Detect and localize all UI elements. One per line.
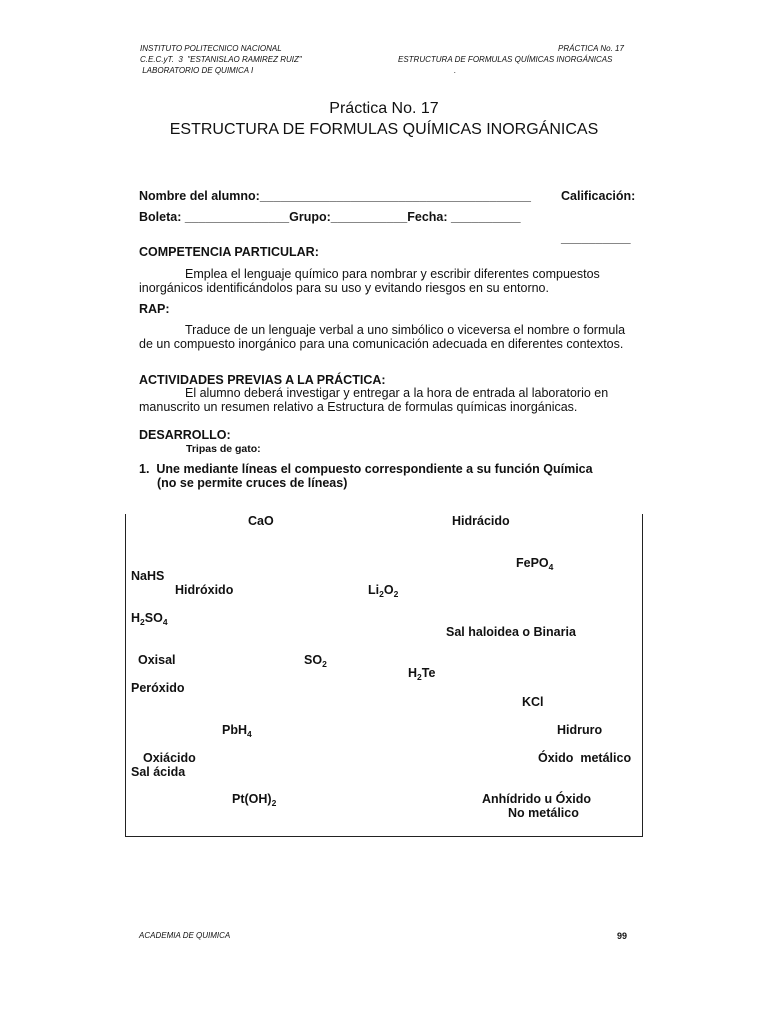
item-so2[interactable]: $SO_2$ [304, 653, 327, 669]
tripas-label: Tripas de gato: [186, 443, 261, 455]
header-line-2: C.E.C.yT. 3 "ESTANISLAO RAMIREZ RUIZ" [140, 55, 302, 64]
item-oxisal[interactable]: Oxisal [138, 653, 176, 667]
competencia-text: Emplea el lenguaje químico para nombrar y escribir diferentes compuestos inorgánicos identificándolos para su uso y evitando riesgos en su entorno. [139, 267, 600, 295]
item-sal-acida[interactable]: Sal ácida [131, 765, 186, 779]
desarrollo-heading: DESARROLLO: [139, 428, 231, 442]
actividades-heading: ACTIVIDADES PREVIAS A LA PRÁCTICA: [139, 373, 386, 387]
page-number: 99 [617, 931, 628, 941]
item-fepo4[interactable]: FePO$_4$ [516, 556, 554, 572]
matching-box [125, 514, 643, 837]
student-name-field: Nombre del alumno:_______________________________________ [139, 189, 531, 203]
item-h2te[interactable]: $H_2Te$ [408, 666, 436, 682]
header-practice-title: ESTRUCTURA DE FORMULAS QUÍMICAS INORGÁNICAS [398, 55, 613, 64]
header-dot: . [454, 66, 457, 75]
item-nahs[interactable]: NaHS [131, 569, 165, 583]
item-pbh4[interactable]: PbH$_4$ [222, 723, 252, 739]
footer-academy: ACADEMIA DE QUIMICA [139, 931, 231, 940]
header-line-3: LABORATORIO DE QUIMICA I [140, 66, 254, 75]
header-institution [140, 43, 302, 76]
item-oxiacido[interactable]: Oxiácido [143, 751, 196, 765]
actividades-text: El alumno deberá investigar y entregar a la hora de entrada al laboratorio en manuscrito un resumen relativo a Estructura de formulas químicas inorgánicas. [139, 386, 609, 414]
item-hidracido[interactable]: Hidrácido [452, 514, 510, 528]
item-kcl[interactable]: KCl [522, 695, 544, 709]
item-no-metalico: No metálico [508, 806, 579, 820]
header-practice-number: PRÁCTICA No. 17 [558, 44, 624, 53]
item-peroxido[interactable]: Peróxido [131, 681, 185, 695]
item-ptoh2[interactable]: $Pt(OH)_2$ [232, 792, 277, 808]
item-hidroxido[interactable]: Hidróxido [175, 583, 234, 597]
header-line-1: INSTITUTO POLITECNICO NACIONAL [140, 44, 282, 53]
competencia-heading: COMPETENCIA PARTICULAR: [139, 245, 319, 259]
grade-label: Calificación: [561, 189, 636, 203]
instruction-line-2: (no se permite cruces de líneas) [157, 476, 348, 490]
grade-blank: __________ [561, 231, 631, 245]
item-hidruro[interactable]: Hidruro [557, 723, 603, 737]
item-oxido-metalico[interactable]: Óxido metálico [538, 751, 632, 765]
rap-heading: RAP: [139, 302, 170, 316]
item-h2so4[interactable]: $H_2SO_4$ [131, 611, 168, 627]
item-sal-haloidea[interactable]: Sal haloidea o Binaria [446, 625, 576, 639]
item-anhidrido[interactable]: Anhídrido u Óxido [482, 792, 592, 806]
page-title-number: Práctica No. 17 [329, 100, 439, 117]
item-li2o2[interactable]: $Li_2O_2$ [368, 583, 399, 599]
item-cao[interactable]: CaO [248, 514, 274, 528]
boleta-grupo-fecha-field: Boleta: _______________Grupo:___________Fecha: __________ [139, 210, 521, 224]
rap-text: Traduce de un lenguaje verbal a uno simbólico o viceversa el nombre o formula de un compuesto inorgánico para una comunicación adecuada en diferentes contextos. [139, 323, 626, 351]
instruction-line-1: 1. Une mediante líneas el compuesto correspondiente a su función Química [139, 462, 593, 476]
page-title: ESTRUCTURA DE FORMULAS QUÍMICAS INORGÁNICAS [169, 121, 599, 138]
